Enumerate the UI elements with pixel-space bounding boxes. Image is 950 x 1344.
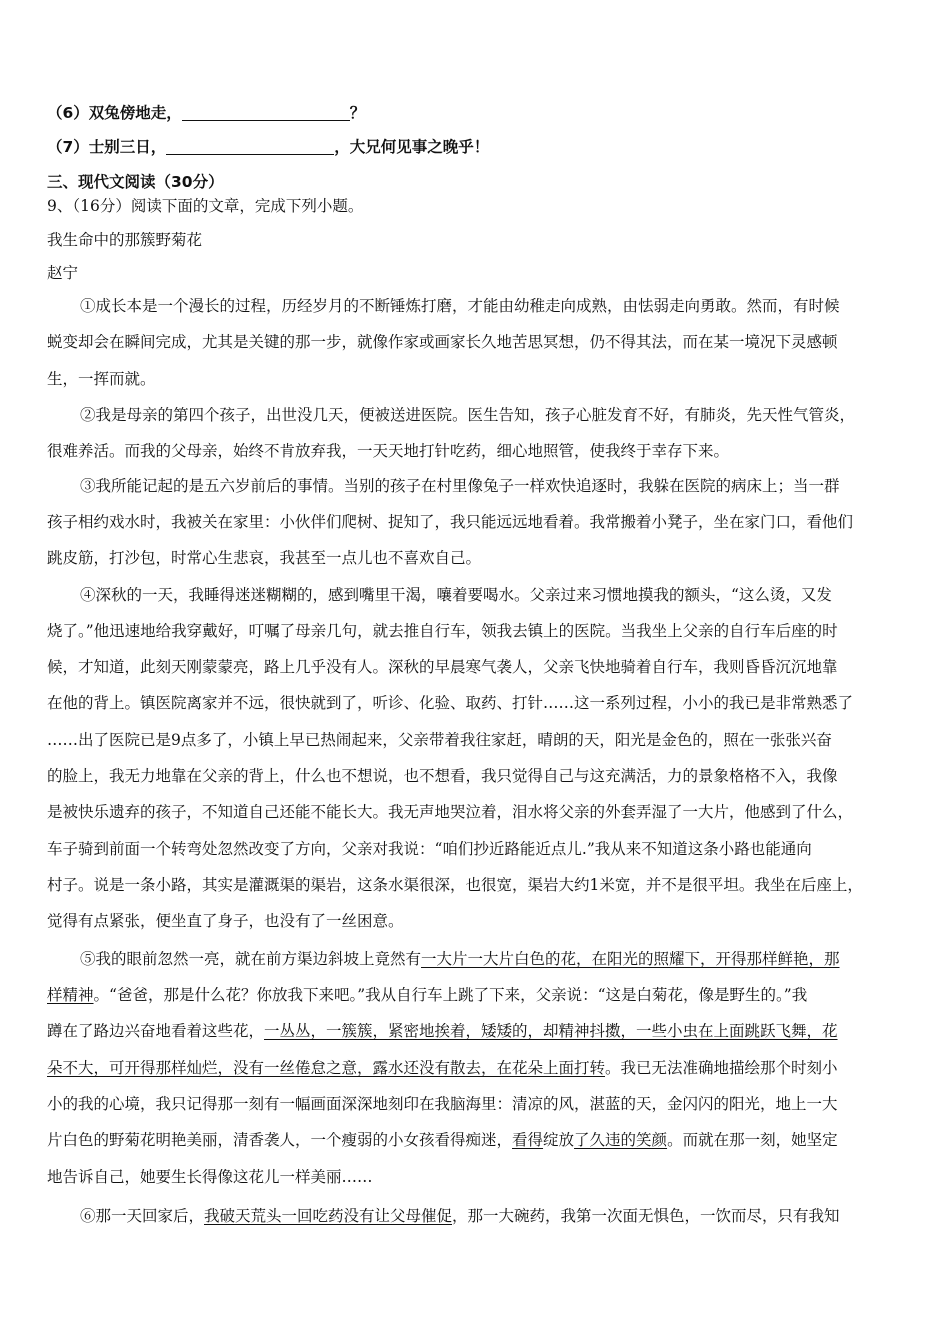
article-author: 赵宁 — [47, 264, 79, 282]
question-6 — [47, 103, 907, 123]
article-line: 村子。说是一条小路，其实是灌溉渠的渠岩，这条水渠很深，也很宽，渠岩大约1米宽，并不是很平坦。我坐在后座上， — [47, 876, 863, 894]
text-segment: 。而就在那一刻，她坚定 — [667, 1131, 838, 1149]
underlined-segment: 了久违的笑颜 — [574, 1131, 668, 1149]
article-line-p5 — [47, 985, 907, 1005]
text-segment: 绽放 — [543, 1131, 575, 1149]
underlined-segment: 一大片一大片白色的花，在阳光的照耀下，开得那样鲜艳，那 — [421, 950, 840, 968]
article-line: 烧了。”他迅速地给我穿戴好，叮嘱了母亲几句，就去推自行车，领我去镇上的医院。当我坐上父亲的自行车后座的时 — [47, 622, 838, 640]
article-line: 很难养活。而我的父母亲，始终不肯放弃我，一天天地打针吃药，细心地照管，使我终于幸存下来。 — [47, 442, 730, 460]
underlined-segment: 样精神 — [47, 986, 94, 1004]
text-segment: ⑤我的眼前忽然一亮，就在前方渠边斜坡上竟然有 — [80, 950, 422, 968]
article-line-p5: 小的我的心境，我只记得那一刻有一幅画面深深地刻印在我脑海里：清凉的风，湛蓝的天，金闪闪的阳光，地上一大 — [47, 1095, 838, 1113]
article-line-p5 — [47, 1130, 907, 1150]
article-line: ①成长本是一个漫长的过程，历经岁月的不断锤炼打磨，才能由幼稚走向成熟，由怯弱走向勇敢。然而，有时候 — [80, 297, 840, 315]
text-segment: ，那一大碗药，我第一次面无惧色，一饮而尽，只有我知 — [452, 1207, 840, 1225]
article-line-p6 — [80, 1206, 910, 1226]
article-line: 在他的背上。镇医院离家并不远，很快就到了，听诊、化验、取药、打针……这一系列过程，小小的我已是非常熟悉了 — [47, 694, 854, 712]
article-title: 我生命中的那簇野菊花 — [47, 231, 203, 249]
q6-answer-blank[interactable] — [182, 105, 350, 121]
q6-prefix: （6）双兔傍地走， — [47, 104, 182, 122]
article-line-p5 — [47, 1058, 907, 1078]
underlined-segment: 一丛丛，一簇簇，紧密地挨着，矮矮的，却精神抖擞，一些小虫在上面跳跃飞舞，花 — [264, 1022, 838, 1040]
article-line: 觉得有点紧张，便坐直了身子，也没有了一丝困意。 — [47, 912, 404, 930]
text-segment: 蹲在了路边兴奋地看着这些花， — [47, 1022, 265, 1040]
article-line-p5 — [80, 949, 910, 969]
underlined-segment: 朵不大，可开得那样灿烂，没有一丝倦怠之意，露水还没有散去，在花朵上面打转 — [47, 1059, 606, 1077]
question-9-stem: 9、（16分）阅读下面的文章，完成下列小题。 — [47, 197, 364, 215]
q7-prefix: （7）士别三日， — [47, 138, 167, 156]
text-segment: 片白色的野菊花明艳美丽，清香袭人，一个瘦弱的小女孩看得痴迷， — [47, 1131, 513, 1149]
question-7 — [47, 137, 907, 157]
article-line: 生，一挥而就。 — [47, 370, 156, 388]
q7-suffix: ，大兄何见事之晚乎！ — [334, 138, 490, 156]
article-line: 跳皮筋，打沙包，时常心生悲哀，我甚至一点儿也不喜欢自己。 — [47, 549, 482, 567]
text-segment: ⑥那一天回家后， — [80, 1207, 205, 1225]
text-segment: 。“爸爸，那是什么花？你放我下来吧。”我从自行车上跳了下来，父亲说：“这是白菊花，像是野生的。”我 — [93, 986, 808, 1004]
q6-suffix: ？ — [349, 104, 366, 122]
underlined-segment: 我破天荒头一回吃药没有让父母催促 — [204, 1207, 453, 1225]
article-line-p5 — [47, 1021, 907, 1041]
article-line: ……出了医院已是9点多了，小镇上早已热闹起来，父亲带着我往家赶，晴朗的天，阳光是金色的，照在一张张兴奋 — [47, 731, 832, 749]
q7-answer-blank[interactable] — [166, 139, 334, 155]
article-line: 是被快乐遗弃的孩子，不知道自己还能不能长大。我无声地哭泣着，泪水将父亲的外套弄湿了一大片，他感到了什么， — [47, 803, 854, 821]
underlined-segment: 看得 — [512, 1131, 544, 1149]
article-line: ②我是母亲的第四个孩子，出世没几天，便被送进医院。医生告知，孩子心脏发育不好，有肺炎，先天性气管炎， — [80, 406, 856, 424]
text-segment: 。我已无法准确地描绘那个时刻小 — [605, 1059, 838, 1077]
article-line: 的脸上，我无力地靠在父亲的背上，什么也不想说，也不想看，我只觉得自己与这充满活，力的景象格格不入，我像 — [47, 767, 838, 785]
article-line-p5: 地告诉自己，她要生长得像这花儿一样美丽…… — [47, 1168, 373, 1186]
article-line: 蜕变却会在瞬间完成，尤其是关键的那一步，就像作家或画家长久地苦思冥想，仍不得其法，而在某一境况下灵感顿 — [47, 333, 838, 351]
article-line: ④深秋的一天，我睡得迷迷糊糊的，感到嘴里干渴，嚷着要喝水。父亲过来习惯地摸我的额头，“这么烫，又发 — [80, 586, 832, 604]
article-line: 候，才知道，此刻天刚蒙蒙亮，路上几乎没有人。深秋的早晨寒气袭人，父亲飞快地骑着自行车，我则昏昏沉沉地靠 — [47, 658, 838, 676]
article-line: ③我所能记起的是五六岁前后的事情。当别的孩子在村里像兔子一样欢快追逐时，我躲在医院的病床上；当一群 — [80, 477, 840, 495]
section-3-title: 三、现代文阅读（30分） — [47, 173, 224, 191]
article-line: 车子骑到前面一个转弯处忽然改变了方向，父亲对我说：“咱们抄近路能近点儿.”我从来不知道这条小路也能通向 — [47, 840, 812, 858]
article-line: 孩子相约戏水时，我被关在家里：小伙伴们爬树、捉知了，我只能远远地看着。我常搬着小凳子，坐在家门口，看他们 — [47, 513, 854, 531]
